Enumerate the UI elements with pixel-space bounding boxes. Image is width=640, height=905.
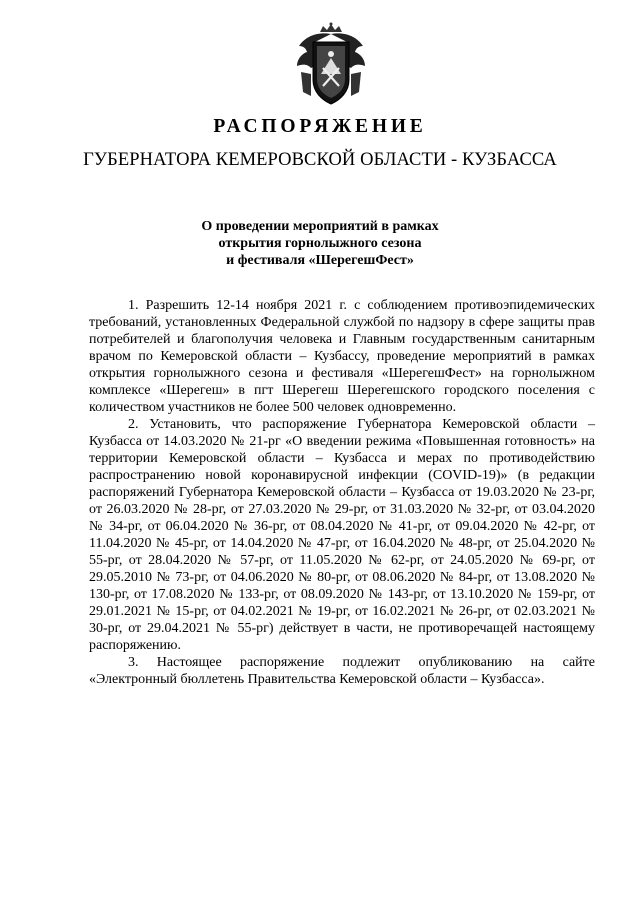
title-line: О проведении мероприятий в рамках <box>201 219 439 234</box>
coat-of-arms-icon <box>293 22 369 108</box>
title-line: и фестиваля «ШерегешФест» <box>226 253 414 268</box>
document-type-heading: РАСПОРЯЖЕНИЕ <box>213 116 427 137</box>
issuer-subheading: ГУБЕРНАТОРА КЕМЕРОВСКОЙ ОБЛАСТИ - КУЗБАССА <box>83 150 557 170</box>
paragraph-3: 3. Настоящее распоряжение подлежит опубликованию на сайте «Электронный бюллетень Правительства Кемеровской области – Кузбасса». <box>89 655 595 687</box>
paragraph-1: 1. Разрешить 12-14 ноября 2021 г. с соблюдением противоэпидемических требований, установленных Федеральной службой по надзору в сфере защиты прав потребителей и благополучия человека и Главным государственным санитарным врачом по Кемеровской области – Кузбассу, проведение мероприятий в рамках открытия горнолыжного сезона и фестиваля «ШерегешФест» на горнолыжном комплексе «Шерегеш» в пгт Шерегеш Шерегешского городского поселения с количеством участников не более 500 человек одновременно. <box>89 298 595 415</box>
paragraph-2: 2. Установить, что распоряжение Губернатора Кемеровской области – Кузбасса от 14.03.2020 № 21-рг «О введении режима «Повышенная готовность» на территории Кемеровской области – Кузбасса и мерах по противодействию распространению новой коронавирусной инфекции (COVID-19)» (в редакции распоряжений Губернатора Кемеровской области – Кузбасса от 19.03.2020 № 23-рг, от 26.03.2020 № 28-рг, от 27.03.2020 № 29-рг, от 31.03.2020 № 32-рг, от 03.04.2020 № 34-рг, от 06.04.2020 № 36-рг, от 08.04.2020 № 41-рг, от 09.04.2020 № 42-рг, от 11.04.2020 № 45-рг, от 14.04.2020 № 47-рг, от 16.04.2020 № 48-рг, от 25.04.2020 № 55-рг, от 28.04.2020 № 57-рг, от 11.05.2020 № 62-рг, от 24.05.2020 № 69-рг, от 29.05.2010 № 73-рг, от 04.06.2020 № 80-рг, от 08.06.2020 № 84-рг, от 13.08.2020 № 130-рг, от 17.08.2020 № 133-рг, от 08.09.2020 № 143-рг, от 13.10.2020 № 159-рг, от 29.01.2021 № 15-рг, от 04.02.2021 № 19-рг, от 16.02.2021 № 26-рг, от 02.03.2021 № 30-рг, от 29.04.2021 № 55-рг) действует в части, не противоречащей настоящему распоряжению. <box>89 417 595 653</box>
title-line: открытия горнолыжного сезона <box>218 236 422 251</box>
document-body <box>89 297 595 688</box>
document-title <box>0 218 640 269</box>
